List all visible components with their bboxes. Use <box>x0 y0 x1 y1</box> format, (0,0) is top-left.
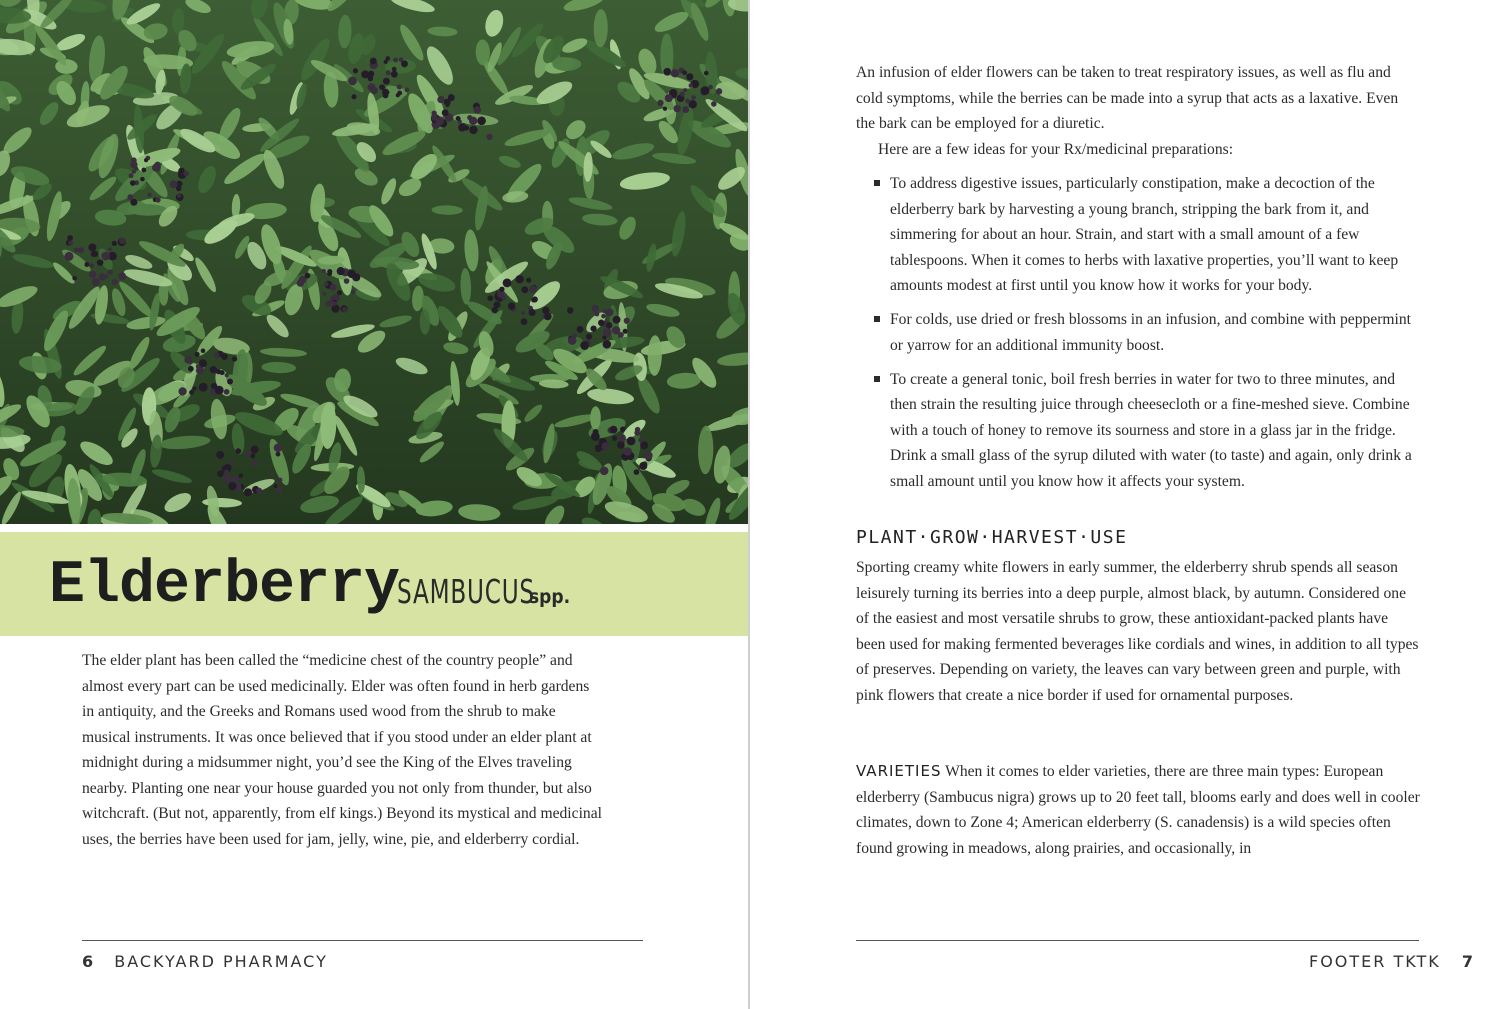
berry-dot <box>701 86 710 95</box>
berry-dot <box>635 427 641 433</box>
berry-dot <box>598 320 605 327</box>
berry-dot <box>211 383 217 389</box>
berry-dot <box>613 316 621 324</box>
berry-dot <box>324 282 329 287</box>
berry-dot <box>214 352 220 358</box>
berry-dot <box>663 68 671 76</box>
berry-dot <box>196 364 201 369</box>
berry-dot <box>130 180 136 186</box>
berry-dot <box>627 437 636 446</box>
berry-dot <box>227 379 233 385</box>
berry-dot <box>351 290 355 294</box>
berry-dot <box>89 271 96 278</box>
berry-dot <box>195 352 200 357</box>
berry-dot <box>691 95 696 100</box>
berry-dot <box>88 243 96 251</box>
berry-dot <box>594 312 599 317</box>
berry-dot <box>469 126 477 134</box>
berry-dot <box>91 251 97 257</box>
berry-dot <box>84 262 89 267</box>
berry-dot <box>532 296 538 302</box>
berry-dot <box>486 134 492 140</box>
berry-dot <box>456 116 461 121</box>
berry-dot <box>382 89 389 96</box>
berry-dot <box>567 307 573 313</box>
berry-dot <box>305 273 311 279</box>
left-page <box>0 0 749 1009</box>
list-item <box>874 171 1419 299</box>
berry-dot <box>577 326 584 333</box>
berry-dot <box>592 305 600 313</box>
berry-dot <box>221 353 228 360</box>
berry-dot <box>499 287 504 292</box>
berry-dot <box>595 444 602 451</box>
berry-dot <box>386 56 390 60</box>
berry-dot <box>581 342 589 350</box>
list-item <box>874 367 1419 495</box>
berry-dot <box>223 475 231 483</box>
berry-dot <box>383 78 390 85</box>
latin-suffix: spp. <box>529 586 571 608</box>
berry-dot <box>617 441 625 449</box>
berry-dot <box>144 158 148 162</box>
berry-dot <box>680 92 685 97</box>
berry-dot <box>401 60 408 67</box>
square-bullet-icon <box>874 316 880 322</box>
square-bullet-icon <box>874 376 880 382</box>
intro-paragraph: The elder plant has been called the “medicine chest of the country people” and almost every part can be used medicinally. Elder was often found in herb gardens in antiquity, and the Greeks and Romans used wood from the shrub to make musical instruments. It was once believed that if you stood under an elder plant at midnight during a midsummer night, you’d see the King of the Elves traveling nearby. Planting one near your house guarded you not only from thunder, but also witchcraft. (But not, apparently, from elf kings.) Beyond its mystical and medicinal uses, the berries have been used for jam, jelly, wine, pie, and elderberry cordial. <box>82 652 602 848</box>
berry-dot <box>104 275 108 279</box>
berry-dot <box>239 473 244 478</box>
latin-name: SAMBUCUS <box>397 572 535 611</box>
berry-dot <box>225 373 229 377</box>
berry-dot <box>606 322 612 328</box>
berry-dot <box>503 278 512 287</box>
berry-dot <box>602 336 606 340</box>
berry-dot <box>685 99 690 104</box>
berry-dot <box>170 180 178 188</box>
berry-dot <box>586 333 592 339</box>
berry-dot <box>232 475 239 482</box>
berry-dot <box>192 386 196 390</box>
preparations-list <box>874 171 1419 503</box>
berry-dot <box>244 488 252 496</box>
berry-dot <box>72 276 77 281</box>
berry-dot <box>232 356 237 361</box>
left-folio <box>82 952 328 971</box>
berry-dot <box>683 88 687 92</box>
berry-dot <box>147 193 151 197</box>
berry-dot <box>663 107 667 111</box>
berry-dot <box>442 109 449 116</box>
berry-dot <box>458 124 466 132</box>
berry-dot <box>277 477 282 482</box>
berry-dot <box>590 326 596 332</box>
berry-dot <box>469 117 477 125</box>
square-bullet-icon <box>874 180 880 186</box>
berry-dot <box>602 442 610 450</box>
berry-dot <box>623 447 632 456</box>
berry-dot <box>141 168 146 173</box>
berry-dot <box>568 336 577 345</box>
berry-dot <box>347 270 355 278</box>
berry-dot <box>276 452 281 457</box>
berry-dot <box>638 437 643 442</box>
berry-dot <box>521 318 528 325</box>
footer-rule <box>82 940 643 941</box>
berry-dot <box>92 278 100 286</box>
berry-dot <box>108 247 112 251</box>
berry-dot <box>245 451 251 457</box>
berry-dot <box>386 70 391 75</box>
berry-dot <box>367 83 375 91</box>
berry-dot <box>657 100 663 106</box>
berry-dot <box>327 269 332 274</box>
berry-dot <box>228 482 236 490</box>
berry-dot <box>330 284 337 291</box>
berry-dot <box>140 177 145 182</box>
berry-dot <box>199 383 208 392</box>
berry-dot <box>250 453 255 458</box>
berry-dot <box>603 340 612 349</box>
berry-dot <box>508 303 515 310</box>
berry-dot <box>107 269 113 275</box>
berry-dot <box>273 484 277 488</box>
list-item-text: To address digestive issues, particularly constipation, make a decoction of the elderberry bark by harvesting a young branch, stripping the bark from it, and simmering for about an hour. Strain, and start with a small amount of a few tablespoons. When it comes to herbs with laxative properties, you’ll want to keep amounts modest at first until you know how it works for your body. <box>890 175 1399 294</box>
section-paragraph: Sporting creamy white flowers in early summer, the elderberry shrub spends all season leisurely turning its berries into a deep purple, almost black, by autumn. Considered one of the easiest and most versatile shrubs to grow, these antioxidant-packed plants have been used for making fermented beverages like cordials and wines, in addition to all types of preserves. Depending on variety, the leaves can vary between green and purple, with pink flowers that create a nice border if used for ornamental purposes. <box>856 559 1419 704</box>
berry-dot <box>217 470 223 476</box>
berry-dot <box>322 292 326 296</box>
berry-dot <box>224 389 230 395</box>
running-footer: BACKYARD PHARMACY <box>114 952 328 971</box>
berry-dot <box>112 241 117 246</box>
berry-dot <box>437 96 444 103</box>
elderberry-photo <box>0 0 749 524</box>
preparations-lead: Here are a few ideas for your Rx/medicinal preparations: <box>878 141 1234 158</box>
berry-dot <box>74 247 79 252</box>
berry-dot <box>601 314 605 318</box>
berry-dot <box>526 278 531 283</box>
berry-dot <box>644 451 653 460</box>
varieties-label: VARIETIES <box>856 762 942 780</box>
berry-dot <box>118 272 126 280</box>
berry-dot <box>431 114 438 121</box>
berry-dot <box>529 285 537 293</box>
berry-dot <box>494 301 501 308</box>
berry-dot <box>639 462 647 470</box>
varieties-text: When it comes to elder varieties, there are three main types: European elderberry (Sambucus nigra) grows up to 20 feet tall, blooms early and does well in cooler climates, down to Zone 4; American elderberry (S. canadensis) is a wild species often found growing in meadows, along prairies, and occasionally, in <box>856 763 1420 857</box>
footer-rule <box>856 940 1419 941</box>
berry-dot <box>216 369 221 374</box>
foliage-illustration <box>0 0 749 524</box>
berry-dot <box>716 88 723 95</box>
berry-dot <box>235 448 241 454</box>
berry-dot <box>682 70 687 75</box>
berry-dot <box>689 83 694 88</box>
right-folio <box>1309 952 1473 971</box>
list-item <box>874 307 1419 358</box>
berry-dot <box>610 426 618 434</box>
berry-dot <box>515 275 523 283</box>
berry-dot <box>127 194 133 200</box>
berry-dot <box>252 460 258 466</box>
berry-dot <box>370 58 377 65</box>
berry-dot <box>665 94 673 102</box>
berry-dot <box>224 470 228 474</box>
berry-dot <box>276 487 282 493</box>
berry-dot <box>130 161 137 168</box>
berry-dot <box>348 77 357 86</box>
berry-dot <box>112 279 118 285</box>
berry-dot <box>634 469 640 475</box>
plant-title: Elderberry <box>49 552 400 620</box>
berry-dot <box>521 286 528 293</box>
berry-dot <box>600 466 609 475</box>
berry-dot <box>156 197 161 202</box>
berry-dot <box>216 451 224 459</box>
berry-dot <box>501 295 506 300</box>
berry-dot <box>184 356 192 364</box>
berry-dot <box>704 71 709 76</box>
berry-dot <box>269 473 273 477</box>
berry-dot <box>624 318 630 324</box>
berry-dot <box>188 366 194 372</box>
berry-dot <box>101 252 110 261</box>
berry-dot <box>474 106 481 113</box>
berry-dot <box>544 313 551 320</box>
berry-dot <box>97 259 103 265</box>
berry-dot <box>618 332 624 338</box>
berry-dot <box>210 366 217 373</box>
berry-dot <box>686 73 693 80</box>
berry-dot <box>682 106 689 113</box>
list-item-text: To create a general tonic, boil fresh berries in water for two to three minutes, and then strain the resulting juice through cheesecloth or a fine-meshed sieve. Combine with a touch of honey to remove its sourness and store in a glass jar in the fridge. Drink a small glass of the syrup diluted with water (to taste) and again, only drink a small amount until you know how it affects your system. <box>890 370 1412 490</box>
berry-dot <box>521 311 525 315</box>
berry-dot <box>322 269 326 273</box>
berry-dot <box>344 278 350 284</box>
berry-dot <box>711 101 717 107</box>
berry-dot <box>183 171 189 177</box>
berry-dot <box>671 69 679 77</box>
berry-dot <box>620 426 625 431</box>
berry-dot <box>251 446 259 454</box>
berry-dot <box>325 300 331 306</box>
berry-dot <box>448 94 455 101</box>
berry-dot <box>78 247 84 253</box>
berry-dot <box>130 199 137 206</box>
berry-dot <box>178 387 186 395</box>
berry-dot <box>337 267 345 275</box>
berry-dot <box>342 307 347 312</box>
page-number: 6 <box>82 952 94 971</box>
berry-dot <box>274 443 283 452</box>
berry-dot <box>612 436 617 441</box>
berry-dot <box>529 309 536 316</box>
berry-dot <box>64 252 73 261</box>
berry-dot <box>351 94 356 99</box>
berry-dot <box>591 432 600 441</box>
berry-dot <box>618 434 625 441</box>
varieties-paragraph <box>856 759 1421 861</box>
berry-dot <box>332 301 337 306</box>
berry-dot <box>396 93 400 97</box>
berry-dot <box>487 295 493 301</box>
section-heading: PLANT·GROW·HARVEST·USE <box>856 527 1128 548</box>
berry-dot <box>392 67 397 72</box>
berry-dot <box>393 57 398 62</box>
berry-dot <box>68 240 73 245</box>
berry-dot <box>397 84 402 89</box>
berry-dot <box>201 348 206 353</box>
berry-dot <box>119 237 126 244</box>
berry-dot <box>361 70 369 78</box>
berry-dot <box>89 263 94 268</box>
berry-dot <box>673 105 680 112</box>
berry-dot <box>177 193 181 197</box>
berry-dot <box>606 308 614 316</box>
berry-dot <box>297 280 304 287</box>
berry-dot <box>129 173 134 178</box>
berry-dot <box>353 68 358 73</box>
list-item-text: For colds, use dried or fresh blossoms in an infusion, and combine with peppermint or yarrow for an additional immunity boost. <box>890 311 1412 354</box>
berry-dot <box>404 87 409 92</box>
berry-dot <box>623 329 628 334</box>
berry-dot <box>331 305 339 313</box>
page-number: 7 <box>1461 952 1473 971</box>
berry-dot <box>391 71 398 78</box>
berry-dot <box>477 116 486 125</box>
berry-dot <box>152 163 160 171</box>
berry-dot <box>189 390 194 395</box>
berry-dot <box>256 488 262 494</box>
running-footer: FOOTER TKTK <box>1309 952 1441 971</box>
right-intro-paragraph: An infusion of elder flowers can be taken to treat respiratory issues, as well as flu and cold symptoms, while the berries can be made into a syrup that acts as a laxative. Even the bark can be employed for a diuretic. <box>856 64 1399 132</box>
